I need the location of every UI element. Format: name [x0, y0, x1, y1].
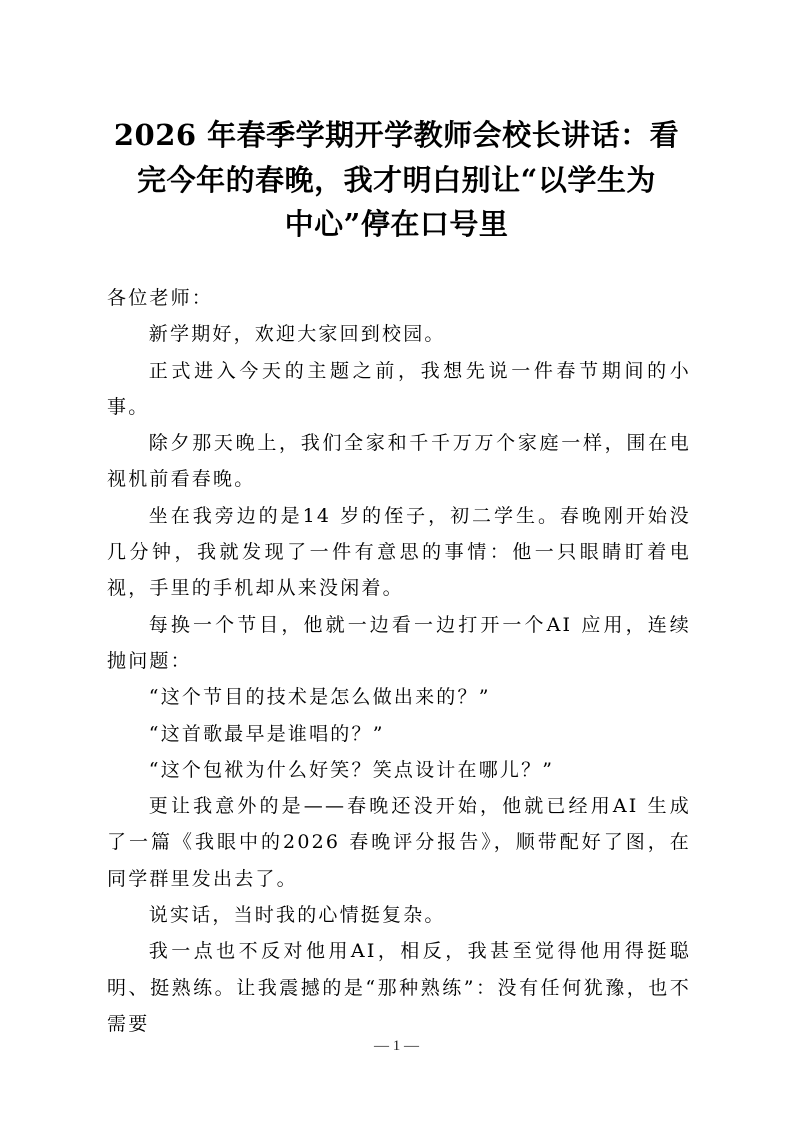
paragraph: 坐在我旁边的是14 岁的侄子，初二学生。春晚刚开始没几分钟，我就发现了一件有意思的事情：他一只眼睛盯着电视，手里的手机却从来没闲着。 — [107, 504, 691, 600]
document-title — [100, 113, 693, 247]
page-number: — 1 — — [374, 1038, 419, 1054]
title-line-2: 完今年的春晚，我才明白别让“以学生为 — [137, 162, 656, 197]
paragraph: 新学期好，欢迎大家回到校园。 — [148, 323, 446, 346]
paragraph: 更让我意外的是——春晚还没开始，他就已经用AI 生成了一篇《我眼中的2026 春晚评分报告》，顺带配好了图，在同学群里发出去了。 — [107, 795, 691, 890]
quote-line: “这首歌最早是谁唱的？” — [148, 722, 385, 745]
quote-line: “这个节目的技术是怎么做出来的？” — [148, 686, 491, 709]
paragraph: 正式进入今天的主题之前，我想先说一件春节期间的小事。 — [107, 359, 691, 418]
paragraph: 说实话，当时我的心情挺复杂。 — [148, 904, 446, 927]
salutation: 各位老师： — [107, 287, 214, 309]
quote-line: “这个包袱为什么好笑？笑点设计在哪儿？” — [148, 758, 555, 781]
paragraph: 除夕那天晚上，我们全家和千千万万个家庭一样，围在电视机前看春晚。 — [107, 432, 691, 491]
paragraph: 每换一个节目，他就一边看一边打开一个AI 应用，连续抛问题： — [107, 613, 691, 672]
title-line-1: 2026 年春季学期开学教师会校长讲话：看 — [113, 118, 680, 152]
document-body — [107, 280, 691, 1042]
paragraph: 我一点也不反对他用AI，相反，我甚至觉得他用得挺聪明、挺熟练。让我震撼的是“那种熟练”：没有任何犹豫，也不需要 — [107, 940, 691, 1035]
title-line-3: 中心”停在口号里 — [284, 207, 509, 241]
